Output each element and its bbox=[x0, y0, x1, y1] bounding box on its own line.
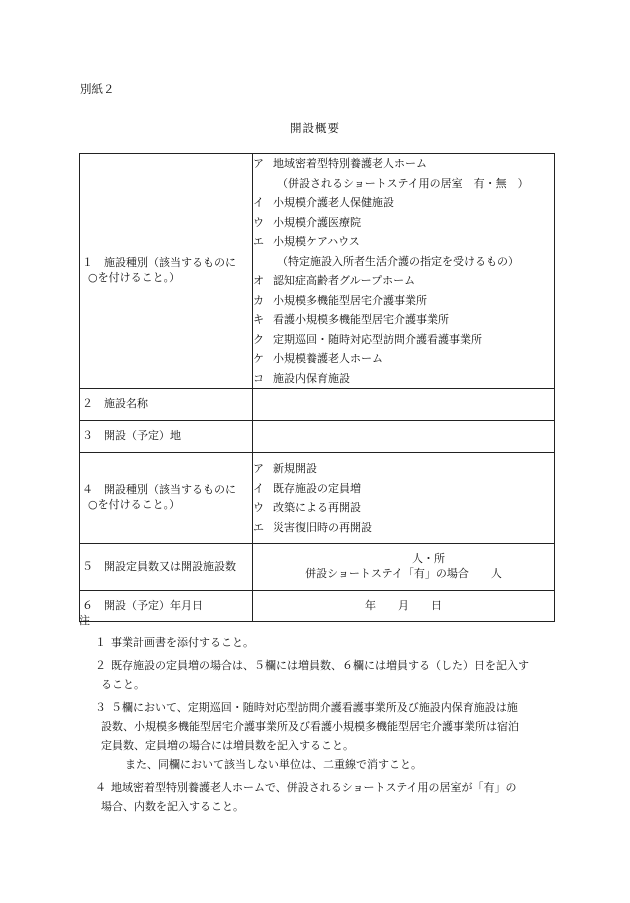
facility-name-field[interactable] bbox=[253, 389, 555, 421]
option-text: 定期巡回・随時対応型訪問介護看護事業所 bbox=[273, 332, 482, 346]
note-item bbox=[79, 656, 559, 694]
option-text: 災害復旧時の再開設 bbox=[273, 520, 372, 534]
opening-type-label: ４ 開設種別（該当するものに ○を付けること。） bbox=[80, 453, 253, 544]
option-item[interactable] bbox=[253, 518, 554, 538]
notes-heading: 注 bbox=[79, 614, 90, 627]
option-item[interactable] bbox=[253, 310, 554, 330]
option-item[interactable] bbox=[253, 291, 554, 311]
option-key: イ bbox=[253, 481, 264, 495]
note-line: 地域密着型特別養護老人ホームで、併設されるショートステイ用の居室が「有」の bbox=[111, 780, 517, 794]
facility-name-label: ２ 施設名称 bbox=[80, 389, 253, 421]
option-key: イ bbox=[253, 196, 264, 209]
location-label: ３ 開設（予定）地 bbox=[80, 421, 253, 453]
note-line: 事業計画書を添付すること。 bbox=[111, 635, 254, 649]
option-key: ア bbox=[253, 462, 264, 475]
date-label: ６ 開設（予定）年月日 bbox=[80, 591, 253, 622]
option-text: 新規開設 bbox=[273, 462, 317, 475]
option-text: 看護小規模多機能型居宅介護事業所 bbox=[273, 313, 449, 326]
note-item bbox=[79, 698, 559, 774]
option-key: ク bbox=[253, 332, 264, 346]
note-number: ３ bbox=[95, 700, 106, 714]
note-line: 定員数、定員増の場合には増員数を記入すること。 bbox=[101, 738, 354, 752]
option-text: （特定施設入所者生活介護の指定を受けるもの） bbox=[277, 254, 519, 268]
capacity-short-stay: 併設ショートステイ「有」の場合 人 bbox=[305, 567, 502, 580]
option-key: ウ bbox=[253, 501, 264, 514]
option-key: エ bbox=[253, 235, 264, 248]
overview-table bbox=[79, 153, 555, 622]
document-title: 開設概要 bbox=[290, 121, 340, 135]
notes-list bbox=[79, 633, 559, 816]
option-key: ア bbox=[253, 157, 264, 170]
opening-type-options[interactable] bbox=[253, 453, 555, 544]
option-text: 小規模介護老人保健施設 bbox=[273, 196, 394, 209]
option-item[interactable] bbox=[253, 193, 554, 213]
option-item[interactable] bbox=[253, 459, 554, 479]
option-key: カ bbox=[253, 293, 264, 307]
option-text: 小規模ケアハウス bbox=[273, 235, 360, 248]
note-line: 既存施設の定員増の場合は、５欄には増員数、６欄には増員する（した）日を記入す bbox=[111, 658, 529, 672]
option-key: ウ bbox=[253, 215, 264, 229]
facility-type-options[interactable] bbox=[253, 154, 555, 389]
note-line: 場合、内数を記入すること。 bbox=[101, 799, 244, 813]
notes-section bbox=[79, 614, 559, 820]
location-field[interactable] bbox=[253, 421, 555, 453]
capacity-field[interactable] bbox=[253, 544, 555, 591]
option-note bbox=[253, 252, 554, 272]
facility-type-label: １ 施設種別（該当するものに ○を付けること。） bbox=[80, 154, 253, 389]
option-text: 地域密着型特別養護老人ホーム bbox=[273, 157, 427, 170]
location-row bbox=[80, 421, 555, 453]
facility-name-row bbox=[80, 389, 555, 421]
option-item[interactable] bbox=[253, 232, 554, 252]
capacity-unit: 人・所 bbox=[412, 552, 445, 566]
note-item bbox=[79, 778, 559, 816]
option-key: エ bbox=[253, 520, 264, 534]
option-item[interactable] bbox=[253, 330, 554, 350]
option-text: 小規模介護医療院 bbox=[273, 215, 361, 229]
option-text: 小規模養護老人ホーム bbox=[273, 352, 383, 365]
option-text: 小規模多機能型居宅介護事業所 bbox=[273, 293, 427, 307]
option-key: ケ bbox=[253, 352, 264, 365]
note-number: ２ bbox=[95, 658, 106, 672]
option-text: （併設されるショートステイ用の居室 有・無 ） bbox=[277, 176, 529, 190]
option-item[interactable] bbox=[253, 349, 554, 369]
date-field[interactable]: 年 月 日 bbox=[253, 591, 555, 622]
option-item[interactable] bbox=[253, 213, 554, 233]
option-item[interactable] bbox=[253, 479, 554, 499]
note-number: １ bbox=[95, 635, 106, 649]
note-line: 設数、小規模多機能型居宅介護事業所及び看護小規模多機能型居宅介護事業所は宿泊 bbox=[101, 719, 519, 733]
capacity-row bbox=[80, 544, 555, 591]
option-key: オ bbox=[253, 274, 264, 287]
note-item bbox=[79, 633, 559, 652]
capacity-label: ５ 開設定員数又は開設施設数 bbox=[80, 544, 253, 591]
option-text: 施設内保育施設 bbox=[273, 371, 350, 385]
option-key: コ bbox=[253, 371, 264, 385]
attachment-label: 別紙２ bbox=[80, 82, 115, 96]
option-item[interactable] bbox=[253, 498, 554, 518]
option-text: 認知症高齢者グループホーム bbox=[273, 274, 416, 287]
option-note bbox=[253, 174, 554, 194]
option-key: キ bbox=[253, 313, 264, 326]
option-item[interactable] bbox=[253, 369, 554, 389]
option-text: 改築による再開設 bbox=[273, 501, 361, 514]
option-item[interactable] bbox=[253, 154, 554, 174]
note-number: ４ bbox=[95, 780, 106, 794]
option-text: 既存施設の定員増 bbox=[273, 481, 361, 495]
facility-type-row bbox=[80, 154, 555, 389]
note-line: ５欄において、定期巡回・随時対応型訪問介護看護事業所及び施設内保育施設は施 bbox=[111, 700, 518, 714]
option-item[interactable] bbox=[253, 271, 554, 291]
opening-type-row bbox=[80, 453, 555, 544]
note-line: また、同欄において該当しない単位は、二重線で消すこと。 bbox=[125, 757, 422, 771]
note-line: ること。 bbox=[101, 677, 145, 691]
